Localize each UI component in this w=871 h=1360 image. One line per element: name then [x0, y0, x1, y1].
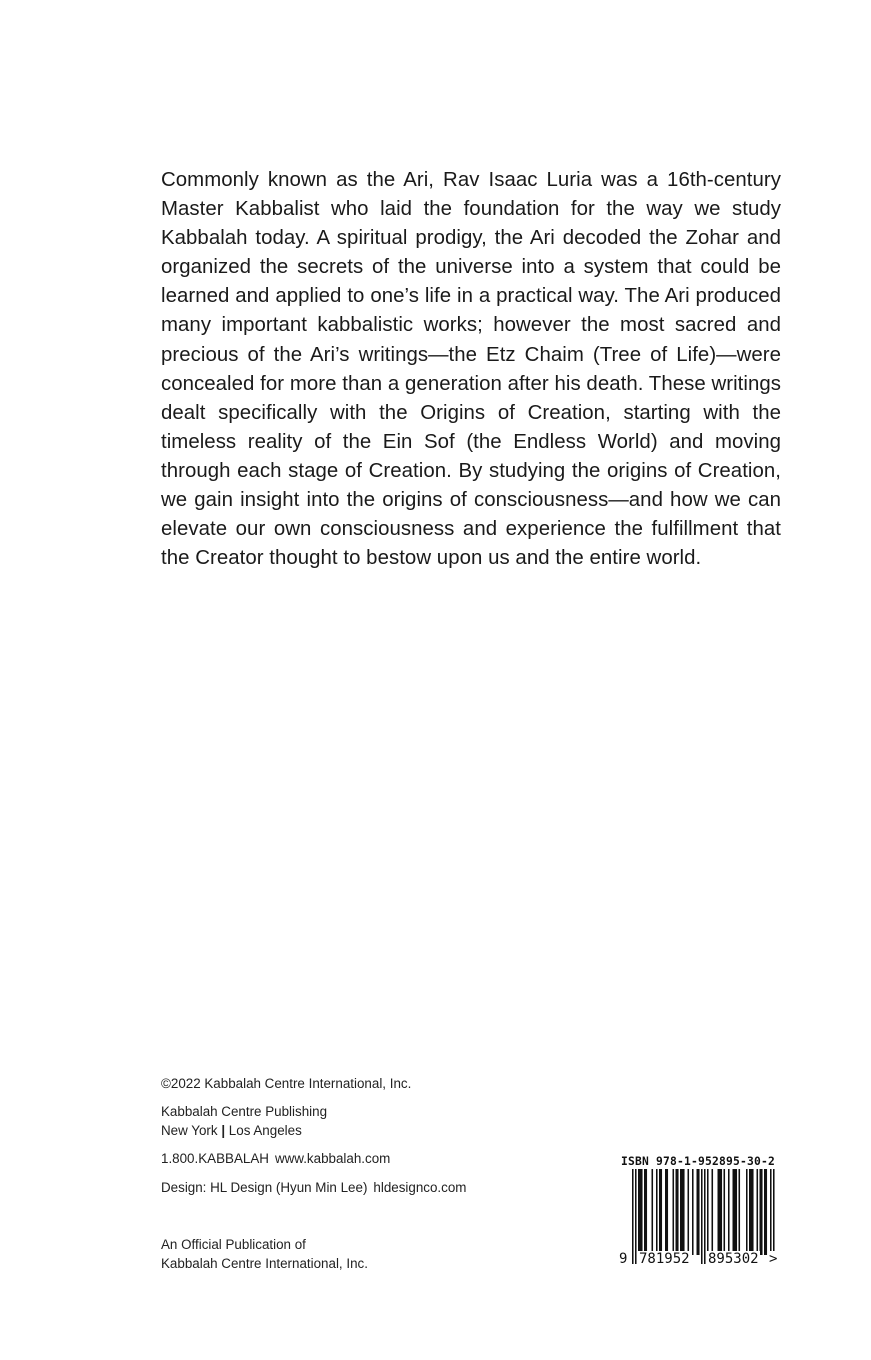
barcode-bar	[770, 1169, 772, 1264]
barcode-bar	[773, 1169, 775, 1264]
barcode-bar	[721, 1169, 723, 1255]
isbn-barcode	[618, 1155, 782, 1271]
design-credit: Design: HL Design (Hyun Min Lee)	[161, 1180, 368, 1195]
barcode-bar	[688, 1169, 690, 1255]
official-publication-line-2: Kabbalah Centre International, Inc.	[161, 1256, 368, 1271]
barcode-bar	[665, 1169, 667, 1255]
barcode-bar	[734, 1169, 736, 1255]
barcode-bar	[698, 1169, 700, 1255]
barcode-bar	[746, 1169, 748, 1255]
barcode-bar	[656, 1169, 658, 1255]
barcode-bar	[632, 1169, 634, 1264]
barcode-bar	[719, 1169, 721, 1255]
barcode-bar	[641, 1169, 643, 1255]
barcode-bar	[766, 1169, 768, 1255]
barcode-bar	[676, 1169, 678, 1255]
copyright-notice	[161, 1074, 411, 1093]
barcode-bar	[677, 1169, 679, 1255]
copyright-text: ©2022 Kabbalah Centre International, Inc.	[161, 1076, 412, 1091]
barcode-bar	[718, 1169, 720, 1255]
barcode-bar	[644, 1169, 646, 1255]
barcode-bar	[638, 1169, 640, 1255]
back-cover-blurb: Commonly known as the Ari, Rav Isaac Luria was a 16th-century Master Kabbalist who laid the foundation for the way we study Kabbalah today. A spiritual prodigy, the Ari decoded the Zohar and organized the secrets of the universe into a system that could be learned and applied to one’s life in a practical way. The Ari produced many important kabbalistic works; however the most sacred and precious of the Ari’s writings—the Etz Chaim (Tree of Life)—were concealed for more than a generation after his death. These writings dealt specifically with the Origins of Creation, starting with the timeless reality of the Ein Sof (the Endless World) and moving through each stage of Creation. By studying the origins of Creation, we gain insight into the origins of consciousness—and how we can elevate our own consciousness and experience the fulfillment that the Creator thought to bestow upon us and the entire world.	[161, 169, 781, 570]
barcode-bar	[646, 1169, 648, 1255]
city-los-angeles: Los Angeles	[228, 1123, 302, 1138]
barcode-bar	[761, 1169, 763, 1255]
barcode-bar	[751, 1169, 753, 1255]
barcode-bar	[704, 1169, 706, 1264]
city-new-york: New York	[161, 1123, 218, 1138]
design-website[interactable]: hldesignco.com	[373, 1180, 467, 1195]
barcode-bar	[739, 1169, 741, 1255]
barcode-bar	[728, 1169, 730, 1255]
barcode-bar	[733, 1169, 735, 1255]
barcode-bar	[652, 1169, 654, 1255]
publisher-cities	[161, 1121, 327, 1140]
barcode-bar	[635, 1169, 637, 1264]
barcode-bar	[697, 1169, 699, 1255]
contact-line	[161, 1149, 390, 1168]
barcode-bar	[667, 1169, 669, 1255]
official-publication-line-1: An Official Publication of	[161, 1237, 306, 1252]
isbn-label: ISBN 978-1-952895-30-2	[621, 1155, 776, 1168]
city-separator: |	[221, 1123, 226, 1138]
barcode-bar	[707, 1169, 709, 1255]
barcode-bar	[673, 1169, 675, 1255]
barcode-bar	[659, 1169, 661, 1255]
barcode-bar	[764, 1169, 766, 1255]
barcode-digits-left: 781952	[639, 1251, 690, 1267]
barcode-bar	[749, 1169, 751, 1255]
barcode-bar	[701, 1169, 703, 1264]
barcode-digits-right: 895302	[708, 1251, 759, 1267]
website-link[interactable]: www.kabbalah.com	[274, 1151, 391, 1166]
barcode-bar	[712, 1169, 714, 1255]
barcode-bar	[661, 1169, 663, 1255]
barcode-bar	[683, 1169, 685, 1255]
barcode-bar	[736, 1169, 738, 1255]
barcode-quiet-marker: >	[769, 1251, 778, 1267]
official-publication	[161, 1235, 368, 1273]
barcode-bar	[640, 1169, 642, 1255]
barcode-digit-first: 9	[619, 1251, 628, 1267]
barcode-bar	[680, 1169, 682, 1255]
barcode-bar	[752, 1169, 754, 1255]
phone-number: 1.800.KABBALAH	[161, 1151, 269, 1166]
barcode-bar	[692, 1169, 694, 1255]
barcode-bar	[760, 1169, 762, 1255]
publisher-name: Kabbalah Centre Publishing	[161, 1104, 328, 1119]
barcode-bar	[757, 1169, 759, 1255]
publisher-block	[161, 1102, 327, 1140]
barcode-bar	[724, 1169, 726, 1255]
design-credit-line	[161, 1178, 466, 1197]
barcode-bar	[682, 1169, 684, 1255]
